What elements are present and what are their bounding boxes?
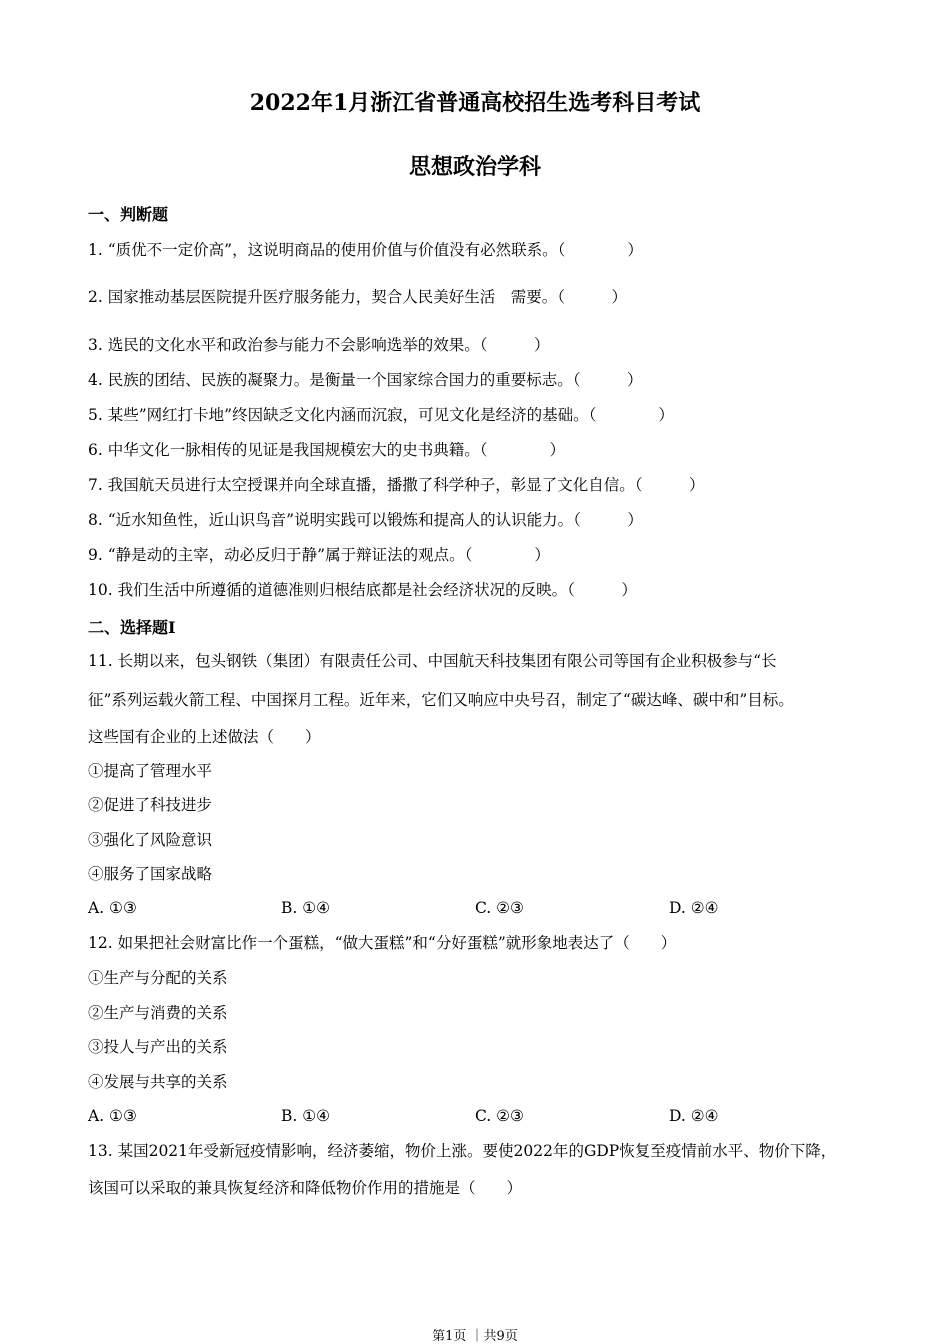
statement-item: ①提高了管理水平 bbox=[88, 762, 213, 780]
answer-option-c: C. ②③ bbox=[475, 899, 524, 917]
question-line: 这些国有企业的上述做法（ ） bbox=[88, 728, 321, 746]
statement-item: ③投人与产出的关系 bbox=[88, 1038, 228, 1056]
subject-title: 思想政治学科 bbox=[408, 154, 541, 180]
question-line: 13. 某国2021年受新冠疫情影响，经济萎缩，物价上涨。要使2022年的GDP恢复至疫情前水平、物价下降， bbox=[88, 1142, 837, 1160]
answer-option-b: B. ①④ bbox=[281, 1107, 331, 1125]
question-line: 12. 如果把社会财富比作一个蛋糕，“做大蛋糕”和“分好蛋糕”就形象地表达了（ ） bbox=[88, 934, 677, 952]
statement-item: ③强化了风险意识 bbox=[88, 831, 213, 849]
question-line: 5. 某些”网红打卡地”终因缺乏文化内涵而沉寂，可见文化是经济的基础。（ ） bbox=[88, 406, 674, 424]
statement-item: ②生产与消费的关系 bbox=[88, 1004, 228, 1022]
section-heading: 二、选择题Ⅰ bbox=[88, 618, 176, 637]
question-line: 该国可以采取的兼具恢复经济和降低物价作用的措施是（ ） bbox=[88, 1179, 523, 1197]
question-line: 征”系列运载火箭工程、中国探月工程。近年来，它们又响应中央号召，制定了“碳达峰、碳中和”目标。 bbox=[88, 691, 794, 709]
answer-option-a: A. ①③ bbox=[88, 899, 137, 917]
statement-item: ④发展与共享的关系 bbox=[88, 1073, 228, 1091]
question-line: 1. “质优不一定价高”，这说明商品的使用价值与价值没有必然联系。（ ） bbox=[88, 241, 643, 259]
question-line: 8. “近水知鱼性，近山识鸟音”说明实践可以锻炼和提高人的认识能力。（ ） bbox=[88, 511, 643, 529]
question-line: 3. 选民的文化水平和政治参与能力不会影响选举的效果。（ ） bbox=[88, 336, 550, 354]
answer-option-c: C. ②③ bbox=[475, 1107, 524, 1125]
question-line: 9. “静是动的主宰，动必反归于静”属于辩证法的观点。（ ） bbox=[88, 546, 550, 564]
answer-option-b: B. ①④ bbox=[281, 899, 331, 917]
question-line: 6. 中华文化一脉相传的见证是我国规模宏大的史书典籍。（ ） bbox=[88, 441, 565, 459]
question-line: 2. 国家推动基层医院提升医疗服务能力，契合人民美好生活 需要。（ ） bbox=[88, 288, 627, 306]
exam-title: 2022年1月浙江省普通高校招生选考科目考试 bbox=[249, 90, 701, 116]
statement-item: ①生产与分配的关系 bbox=[88, 969, 228, 987]
section-heading: 一、判断题 bbox=[88, 205, 169, 224]
page-footer: 第1页 ｜共9页 bbox=[432, 1329, 518, 1344]
statement-item: ②促进了科技进步 bbox=[88, 796, 213, 814]
answer-option-a: A. ①③ bbox=[88, 1107, 137, 1125]
answer-option-d: D. ②④ bbox=[669, 899, 719, 917]
question-line: 7. 我国航天员进行太空授课并向全球直播，播撒了科学种子，彰显了文化自信。（ ） bbox=[88, 476, 705, 494]
question-line: 10. 我们生活中所遵循的道德准则归根结底都是社会经济状况的反映。（ ） bbox=[88, 581, 637, 599]
question-line: 4. 民族的团结、民族的凝聚力。是衡量一个国家综合国力的重要标志。（ ） bbox=[88, 371, 643, 389]
statement-item: ④服务了国家战略 bbox=[88, 865, 213, 883]
question-line: 11. 长期以来，包头钢铁（集团）有限责任公司、中国航天科技集团有限公司等国有企业积极参与“长 bbox=[88, 652, 777, 670]
answer-option-d: D. ②④ bbox=[669, 1107, 719, 1125]
